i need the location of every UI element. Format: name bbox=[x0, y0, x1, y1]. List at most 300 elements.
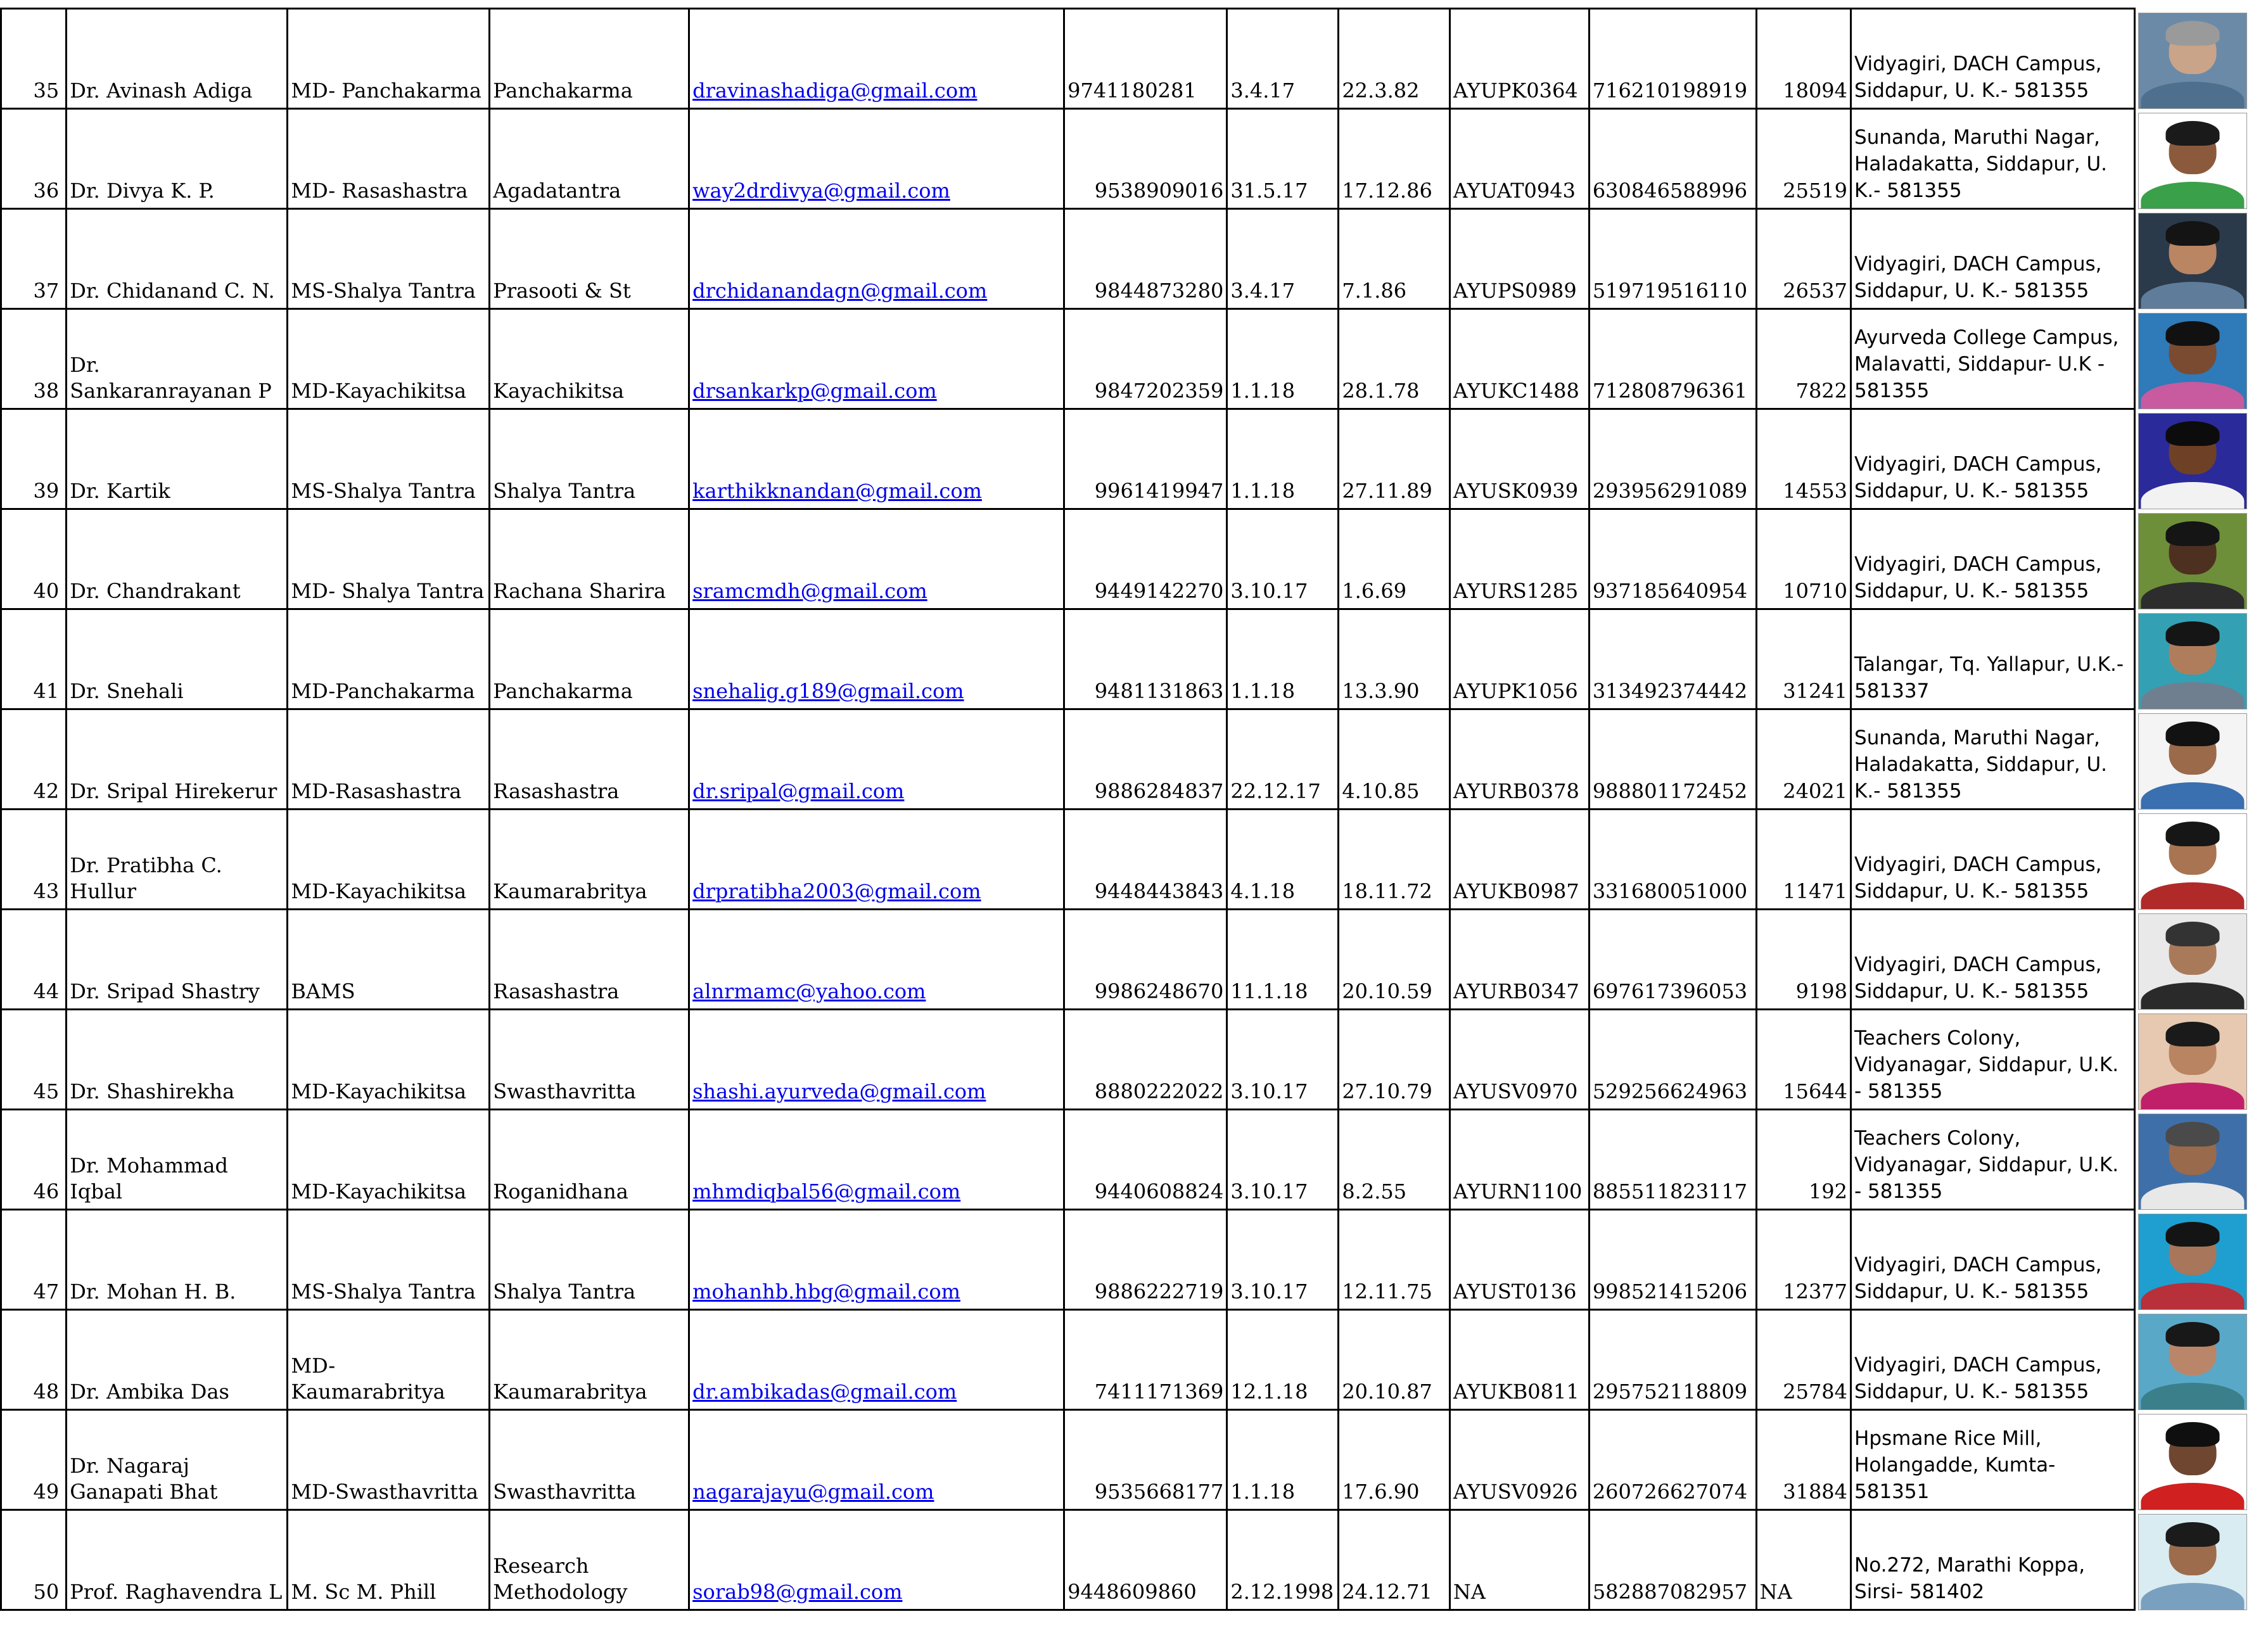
cell-serial-number bbox=[1, 810, 67, 910]
email-link[interactable]: shashi.ayurveda@gmail.com bbox=[692, 1079, 986, 1103]
cell-department bbox=[490, 209, 689, 309]
photo-body-shape bbox=[2141, 382, 2244, 409]
cell-address-text: Teachers Colony, Vidyanagar, Siddapur, U.K. - 581355 bbox=[1854, 1027, 2119, 1103]
cell-qualification bbox=[288, 609, 490, 709]
cell-qualification bbox=[288, 810, 490, 910]
cell-joining-date-text: 3.4.17 bbox=[1230, 279, 1296, 303]
cell-department-text: Research Methodology bbox=[493, 1554, 628, 1604]
cell-joining-date-text: 1.1.18 bbox=[1230, 679, 1296, 703]
photo-body-shape bbox=[2141, 982, 2244, 1010]
cell-registration-id-text: NA bbox=[1453, 1580, 1486, 1604]
cell-department-text: Rasashastra bbox=[493, 779, 620, 803]
cell-address bbox=[1851, 609, 2135, 709]
table-row bbox=[1, 1210, 2248, 1310]
cell-email bbox=[689, 709, 1064, 810]
cell-faculty-name-text: Dr. Snehali bbox=[70, 679, 184, 703]
cell-phone bbox=[1064, 1210, 1227, 1310]
cell-code bbox=[1756, 1010, 1851, 1110]
cell-serial-number-text: 36 bbox=[33, 179, 60, 203]
cell-email bbox=[689, 810, 1064, 910]
cell-joining-date-text: 1.1.18 bbox=[1230, 1480, 1296, 1504]
cell-code bbox=[1756, 810, 1851, 910]
cell-birth-date bbox=[1339, 209, 1450, 309]
cell-faculty-name-text: Dr. Shashirekha bbox=[70, 1079, 235, 1103]
email-link[interactable]: way2drdivya@gmail.com bbox=[692, 179, 950, 203]
photo-body-shape bbox=[2141, 1583, 2244, 1610]
cell-registration-id-text: AYUSV0970 bbox=[1453, 1079, 1578, 1103]
cell-phone bbox=[1064, 1310, 1227, 1410]
cell-faculty-name bbox=[67, 1010, 288, 1110]
cell-faculty-name-text: Dr. Chandrakant bbox=[70, 579, 241, 603]
cell-aadhaar-number bbox=[1589, 1010, 1756, 1110]
table-row bbox=[1, 1410, 2248, 1510]
cell-birth-date-text: 13.3.90 bbox=[1342, 679, 1420, 703]
cell-aadhaar-number-text: 293956291089 bbox=[1592, 479, 1748, 503]
cell-birth-date bbox=[1339, 910, 1450, 1010]
cell-code-text: 11471 bbox=[1783, 879, 1848, 903]
cell-joining-date bbox=[1227, 409, 1339, 509]
cell-department bbox=[490, 9, 689, 109]
faculty-photo bbox=[2138, 1214, 2247, 1310]
cell-birth-date bbox=[1339, 1110, 1450, 1210]
cell-faculty-name-text: Dr. Mohan H. B. bbox=[70, 1280, 236, 1304]
cell-aadhaar-number bbox=[1589, 1410, 1756, 1510]
cell-email bbox=[689, 309, 1064, 409]
table-row bbox=[1, 1510, 2248, 1610]
photo-body-shape bbox=[2141, 682, 2244, 709]
cell-registration-id-text: AYURB0378 bbox=[1453, 779, 1579, 803]
cell-serial-number bbox=[1, 1210, 67, 1310]
photo-hair-shape bbox=[2165, 822, 2219, 846]
cell-qualification bbox=[288, 1510, 490, 1610]
table-row bbox=[1, 509, 2248, 609]
table-row bbox=[1, 810, 2248, 910]
cell-joining-date bbox=[1227, 509, 1339, 609]
photo-body-shape bbox=[2141, 782, 2244, 810]
cell-serial-number bbox=[1, 509, 67, 609]
cell-email bbox=[689, 1210, 1064, 1310]
email-link[interactable]: mohanhb.hbg@gmail.com bbox=[692, 1280, 960, 1304]
cell-address bbox=[1851, 910, 2135, 1010]
table-row bbox=[1, 309, 2248, 409]
cell-faculty-name-text: Dr. Kartik bbox=[70, 479, 170, 503]
cell-aadhaar-number-text: 331680051000 bbox=[1592, 879, 1748, 903]
faculty-photo bbox=[2138, 513, 2247, 609]
email-link[interactable]: nagarajayu@gmail.com bbox=[692, 1480, 934, 1504]
cell-address bbox=[1851, 1010, 2135, 1110]
cell-photo bbox=[2134, 509, 2248, 609]
cell-registration-id-text: AYUKB0987 bbox=[1453, 879, 1579, 903]
cell-faculty-name bbox=[67, 109, 288, 209]
cell-department bbox=[490, 1210, 689, 1310]
photo-body-shape bbox=[2141, 1083, 2244, 1110]
cell-address-text: Talangar, Tq. Yallapur, U.K.- 581337 bbox=[1854, 653, 2124, 702]
cell-qualification-text: MD-Kayachikitsa bbox=[291, 1179, 467, 1204]
email-link[interactable]: sramcmdh@gmail.com bbox=[692, 579, 927, 603]
cell-address-text: Sunanda, Maruthi Nagar, Haladakatta, Siddapur, U. K.- 581355 bbox=[1854, 727, 2107, 803]
cell-aadhaar-number bbox=[1589, 1110, 1756, 1210]
cell-code bbox=[1756, 1310, 1851, 1410]
cell-photo bbox=[2134, 709, 2248, 810]
cell-department-text: Kaumarabritya bbox=[493, 879, 647, 903]
cell-photo bbox=[2134, 910, 2248, 1010]
cell-birth-date-text: 20.10.87 bbox=[1342, 1380, 1432, 1404]
cell-aadhaar-number-text: 697617396053 bbox=[1592, 979, 1748, 1003]
cell-birth-date-text: 27.11.89 bbox=[1342, 479, 1432, 503]
cell-phone bbox=[1064, 209, 1227, 309]
cell-department bbox=[490, 1010, 689, 1110]
cell-code-text: 14553 bbox=[1783, 479, 1848, 503]
cell-address-text: Vidyagiri, DACH Campus, Siddapur, U. K.- 581355 bbox=[1854, 253, 2102, 302]
cell-qualification-text: MD-Kayachikitsa bbox=[291, 879, 467, 903]
cell-birth-date-text: 12.11.75 bbox=[1342, 1280, 1432, 1304]
cell-birth-date-text: 18.11.72 bbox=[1342, 879, 1432, 903]
photo-hair-shape bbox=[2165, 121, 2219, 146]
cell-aadhaar-number bbox=[1589, 910, 1756, 1010]
cell-registration-id-text: AYUKB0811 bbox=[1453, 1380, 1579, 1404]
cell-email bbox=[689, 1310, 1064, 1410]
faculty-photo bbox=[2138, 613, 2247, 709]
cell-qualification-text: MD- Panchakarma bbox=[291, 79, 481, 103]
cell-serial-number bbox=[1, 1410, 67, 1510]
cell-qualification bbox=[288, 1010, 490, 1110]
cell-faculty-name bbox=[67, 1110, 288, 1210]
cell-registration-id-text: AYUPS0989 bbox=[1453, 279, 1577, 303]
cell-serial-number bbox=[1, 409, 67, 509]
cell-faculty-name-text: Dr. Divya K. P. bbox=[70, 179, 215, 203]
cell-registration-id bbox=[1449, 409, 1589, 509]
cell-birth-date bbox=[1339, 1410, 1450, 1510]
cell-address bbox=[1851, 109, 2135, 209]
cell-birth-date-text: 8.2.55 bbox=[1342, 1179, 1407, 1204]
cell-serial-number bbox=[1, 309, 67, 409]
cell-aadhaar-number bbox=[1589, 1310, 1756, 1410]
cell-birth-date bbox=[1339, 1010, 1450, 1110]
cell-department bbox=[490, 709, 689, 810]
table-row bbox=[1, 1010, 2248, 1110]
cell-phone bbox=[1064, 109, 1227, 209]
email-link[interactable]: karthikknandan@gmail.com bbox=[692, 479, 982, 503]
cell-serial-number bbox=[1, 1310, 67, 1410]
cell-phone bbox=[1064, 9, 1227, 109]
cell-address-text: Teachers Colony, Vidyanagar, Siddapur, U.K. - 581355 bbox=[1854, 1127, 2119, 1203]
cell-phone-text: 9986248670 bbox=[1094, 979, 1224, 1003]
cell-faculty-name bbox=[67, 709, 288, 810]
cell-faculty-name-text: Prof. Raghavendra L bbox=[70, 1580, 283, 1604]
cell-faculty-name bbox=[67, 509, 288, 609]
cell-faculty-name bbox=[67, 1410, 288, 1510]
cell-email bbox=[689, 109, 1064, 209]
cell-code-text: NA bbox=[1759, 1580, 1792, 1604]
cell-phone bbox=[1064, 509, 1227, 609]
cell-qualification-text: MD-Kayachikitsa bbox=[291, 379, 467, 403]
cell-address bbox=[1851, 1510, 2135, 1610]
cell-joining-date bbox=[1227, 709, 1339, 810]
cell-code-text: 18094 bbox=[1783, 79, 1848, 103]
cell-faculty-name bbox=[67, 1310, 288, 1410]
cell-department bbox=[490, 409, 689, 509]
photo-hair-shape bbox=[2165, 521, 2219, 546]
cell-email bbox=[689, 910, 1064, 1010]
cell-email bbox=[689, 609, 1064, 709]
cell-code bbox=[1756, 1110, 1851, 1210]
cell-serial-number bbox=[1, 209, 67, 309]
cell-qualification bbox=[288, 1210, 490, 1310]
cell-joining-date-text: 22.12.17 bbox=[1230, 779, 1321, 803]
cell-joining-date-text: 4.1.18 bbox=[1230, 879, 1296, 903]
cell-phone bbox=[1064, 1410, 1227, 1510]
email-link[interactable]: drchidanandagn@gmail.com bbox=[692, 279, 988, 303]
cell-aadhaar-number-text: 260726627074 bbox=[1592, 1480, 1748, 1504]
cell-address bbox=[1851, 709, 2135, 810]
cell-faculty-name-text: Dr. Sripal Hirekerur bbox=[70, 779, 277, 803]
cell-department bbox=[490, 109, 689, 209]
cell-phone bbox=[1064, 910, 1227, 1010]
cell-aadhaar-number bbox=[1589, 409, 1756, 509]
cell-code bbox=[1756, 609, 1851, 709]
cell-aadhaar-number-text: 716210198919 bbox=[1592, 79, 1748, 103]
cell-aadhaar-number bbox=[1589, 309, 1756, 409]
cell-serial-number-text: 50 bbox=[33, 1580, 60, 1604]
cell-serial-number-text: 44 bbox=[33, 979, 60, 1003]
cell-department bbox=[490, 309, 689, 409]
photo-body-shape bbox=[2141, 1183, 2244, 1210]
cell-aadhaar-number-text: 885511823117 bbox=[1592, 1179, 1748, 1204]
faculty-photo bbox=[2138, 713, 2247, 810]
cell-address bbox=[1851, 810, 2135, 910]
cell-serial-number-text: 46 bbox=[33, 1179, 60, 1204]
cell-phone-text: 9448443843 bbox=[1094, 879, 1224, 903]
cell-code-text: 10710 bbox=[1783, 579, 1848, 603]
cell-address bbox=[1851, 1210, 2135, 1310]
cell-photo bbox=[2134, 309, 2248, 409]
cell-joining-date bbox=[1227, 1510, 1339, 1610]
cell-qualification-text: MD-Kayachikitsa bbox=[291, 1079, 467, 1103]
photo-hair-shape bbox=[2165, 1422, 2219, 1447]
cell-phone-text: 8880222022 bbox=[1094, 1079, 1224, 1103]
cell-email bbox=[689, 209, 1064, 309]
faculty-photo bbox=[2138, 113, 2247, 209]
photo-hair-shape bbox=[2165, 1122, 2219, 1147]
cell-code bbox=[1756, 209, 1851, 309]
cell-code-text: 31884 bbox=[1783, 1480, 1848, 1504]
cell-registration-id-text: AYUPK0364 bbox=[1453, 79, 1578, 103]
cell-address-text: Sunanda, Maruthi Nagar, Haladakatta, Siddapur, U. K.- 581355 bbox=[1854, 126, 2107, 202]
cell-joining-date bbox=[1227, 1210, 1339, 1310]
cell-birth-date-text: 4.10.85 bbox=[1342, 779, 1420, 803]
cell-serial-number bbox=[1, 9, 67, 109]
cell-qualification-text: MD- Shalya Tantra bbox=[291, 579, 485, 603]
photo-hair-shape bbox=[2165, 1022, 2219, 1046]
cell-phone-text: 9886222719 bbox=[1094, 1280, 1224, 1304]
cell-address-text: Vidyagiri, DACH Campus, Siddapur, U. K.- 581355 bbox=[1854, 1254, 2102, 1303]
cell-photo bbox=[2134, 1210, 2248, 1310]
cell-faculty-name-text: Dr. Sankaranrayanan P bbox=[70, 353, 272, 403]
cell-joining-date-text: 1.1.18 bbox=[1230, 379, 1296, 403]
cell-serial-number bbox=[1, 1010, 67, 1110]
cell-department bbox=[490, 810, 689, 910]
cell-birth-date bbox=[1339, 1310, 1450, 1410]
cell-joining-date bbox=[1227, 609, 1339, 709]
email-link[interactable]: snehalig.g189@gmail.com bbox=[692, 679, 964, 703]
cell-joining-date bbox=[1227, 1410, 1339, 1510]
photo-body-shape bbox=[2141, 1283, 2244, 1310]
cell-phone-text: 9847202359 bbox=[1094, 379, 1224, 403]
cell-qualification-text: MD- Rasashastra bbox=[291, 179, 468, 203]
cell-aadhaar-number bbox=[1589, 109, 1756, 209]
cell-joining-date-text: 1.1.18 bbox=[1230, 479, 1296, 503]
cell-department bbox=[490, 910, 689, 1010]
cell-birth-date bbox=[1339, 1510, 1450, 1610]
faculty-photo bbox=[2138, 213, 2247, 309]
cell-registration-id-text: AYUSK0939 bbox=[1453, 479, 1579, 503]
faculty-photo bbox=[2138, 1314, 2247, 1410]
cell-registration-id bbox=[1449, 1110, 1589, 1210]
cell-phone-text: 9844873280 bbox=[1094, 279, 1224, 303]
cell-registration-id-text: AYUKC1488 bbox=[1453, 379, 1579, 403]
photo-body-shape bbox=[2141, 1383, 2244, 1410]
cell-department-text: Rachana Sharira bbox=[493, 579, 666, 603]
email-link[interactable]: dr.sripal@gmail.com bbox=[692, 779, 905, 803]
cell-birth-date bbox=[1339, 509, 1450, 609]
cell-aadhaar-number-text: 313492374442 bbox=[1592, 679, 1748, 703]
cell-department-text: Kayachikitsa bbox=[493, 379, 625, 403]
cell-email bbox=[689, 1010, 1064, 1110]
cell-photo bbox=[2134, 9, 2248, 109]
cell-serial-number-text: 41 bbox=[33, 679, 60, 703]
cell-email bbox=[689, 409, 1064, 509]
cell-email bbox=[689, 9, 1064, 109]
cell-registration-id-text: AYUST0136 bbox=[1453, 1280, 1577, 1304]
cell-faculty-name-text: Dr. Avinash Adiga bbox=[70, 79, 253, 103]
cell-department bbox=[490, 1410, 689, 1510]
cell-department-text: Swasthavritta bbox=[493, 1079, 636, 1103]
cell-registration-id bbox=[1449, 810, 1589, 910]
cell-serial-number-text: 38 bbox=[33, 379, 60, 403]
cell-joining-date-text: 3.4.17 bbox=[1230, 79, 1296, 103]
cell-registration-id-text: AYUSV0926 bbox=[1453, 1480, 1578, 1504]
cell-birth-date bbox=[1339, 9, 1450, 109]
cell-phone-text: 9449142270 bbox=[1094, 579, 1224, 603]
cell-code bbox=[1756, 509, 1851, 609]
cell-code bbox=[1756, 709, 1851, 810]
cell-aadhaar-number-text: 529256624963 bbox=[1592, 1079, 1748, 1103]
cell-joining-date-text: 11.1.18 bbox=[1230, 979, 1308, 1003]
cell-phone-text: 9535668177 bbox=[1094, 1480, 1224, 1504]
photo-hair-shape bbox=[2165, 621, 2219, 646]
cell-department-text: Kaumarabritya bbox=[493, 1380, 647, 1404]
cell-birth-date-text: 17.12.86 bbox=[1342, 179, 1432, 203]
cell-registration-id-text: AYURB0347 bbox=[1453, 979, 1579, 1003]
cell-serial-number-text: 37 bbox=[33, 279, 60, 303]
email-link[interactable]: drsankarkp@gmail.com bbox=[692, 379, 937, 403]
cell-department bbox=[490, 1310, 689, 1410]
email-link[interactable]: alnrmamc@yahoo.com bbox=[692, 979, 926, 1003]
cell-qualification-text: MD-Panchakarma bbox=[291, 679, 475, 703]
cell-address-text: Vidyagiri, DACH Campus, Siddapur, U. K.- 581355 bbox=[1854, 53, 2102, 102]
email-link[interactable]: sorab98@gmail.com bbox=[692, 1580, 903, 1604]
cell-faculty-name bbox=[67, 810, 288, 910]
cell-faculty-name-text: Dr. Ambika Das bbox=[70, 1380, 229, 1404]
cell-phone bbox=[1064, 409, 1227, 509]
cell-serial-number bbox=[1, 1510, 67, 1610]
cell-serial-number bbox=[1, 709, 67, 810]
faculty-photo bbox=[2138, 913, 2247, 1010]
cell-serial-number-text: 42 bbox=[33, 779, 60, 803]
cell-registration-id bbox=[1449, 1310, 1589, 1410]
cell-photo bbox=[2134, 209, 2248, 309]
cell-birth-date-text: 28.1.78 bbox=[1342, 379, 1420, 403]
table-row bbox=[1, 209, 2248, 309]
faculty-photo bbox=[2138, 1114, 2247, 1210]
table-row bbox=[1, 9, 2248, 109]
cell-serial-number-text: 39 bbox=[33, 479, 60, 503]
cell-aadhaar-number bbox=[1589, 209, 1756, 309]
cell-address bbox=[1851, 209, 2135, 309]
cell-photo bbox=[2134, 810, 2248, 910]
cell-joining-date bbox=[1227, 1110, 1339, 1210]
cell-address bbox=[1851, 9, 2135, 109]
cell-department bbox=[490, 509, 689, 609]
cell-serial-number-text: 45 bbox=[33, 1079, 60, 1103]
cell-address bbox=[1851, 509, 2135, 609]
cell-birth-date bbox=[1339, 609, 1450, 709]
cell-photo bbox=[2134, 1310, 2248, 1410]
cell-phone bbox=[1064, 1110, 1227, 1210]
cell-code bbox=[1756, 1510, 1851, 1610]
cell-joining-date-text: 31.5.17 bbox=[1230, 179, 1308, 203]
cell-aadhaar-number bbox=[1589, 509, 1756, 609]
cell-serial-number-text: 48 bbox=[33, 1380, 60, 1404]
faculty-photo bbox=[2138, 313, 2247, 409]
cell-birth-date bbox=[1339, 709, 1450, 810]
email-link[interactable]: dravinashadiga@gmail.com bbox=[692, 79, 978, 103]
email-link[interactable]: mhmdiqbal56@gmail.com bbox=[692, 1179, 961, 1204]
cell-phone-text: 9886284837 bbox=[1094, 779, 1224, 803]
photo-body-shape bbox=[2141, 282, 2244, 309]
cell-faculty-name bbox=[67, 910, 288, 1010]
cell-aadhaar-number bbox=[1589, 1510, 1756, 1610]
cell-code-text: 7822 bbox=[1795, 379, 1848, 403]
photo-body-shape bbox=[2141, 1483, 2244, 1510]
cell-qualification bbox=[288, 409, 490, 509]
table-row bbox=[1, 1310, 2248, 1410]
cell-phone-text: 9448609860 bbox=[1067, 1580, 1197, 1604]
cell-aadhaar-number bbox=[1589, 709, 1756, 810]
cell-faculty-name bbox=[67, 1210, 288, 1310]
cell-code-text: 25784 bbox=[1783, 1380, 1848, 1404]
cell-faculty-name bbox=[67, 1510, 288, 1610]
photo-body-shape bbox=[2141, 182, 2244, 209]
cell-qualification-text: MD-Rasashastra bbox=[291, 779, 462, 803]
cell-registration-id bbox=[1449, 109, 1589, 209]
cell-birth-date-text: 17.6.90 bbox=[1342, 1480, 1420, 1504]
cell-department-text: Agadatantra bbox=[493, 179, 621, 203]
cell-registration-id bbox=[1449, 1210, 1589, 1310]
cell-faculty-name-text: Dr. Sripad Shastry bbox=[70, 979, 260, 1003]
email-link[interactable]: drpratibha2003@gmail.com bbox=[692, 879, 981, 903]
cell-joining-date-text: 12.1.18 bbox=[1230, 1380, 1308, 1404]
cell-address bbox=[1851, 409, 2135, 509]
email-link[interactable]: dr.ambikadas@gmail.com bbox=[692, 1380, 957, 1404]
cell-serial-number-text: 40 bbox=[33, 579, 60, 603]
cell-serial-number-text: 35 bbox=[33, 79, 60, 103]
cell-qualification bbox=[288, 9, 490, 109]
cell-joining-date-text: 2.12.1998 bbox=[1230, 1580, 1334, 1604]
cell-registration-id bbox=[1449, 1010, 1589, 1110]
cell-phone-text: 9440608824 bbox=[1094, 1179, 1224, 1204]
cell-address-text: Vidyagiri, DACH Campus, Siddapur, U. K.- 581355 bbox=[1854, 853, 2102, 903]
